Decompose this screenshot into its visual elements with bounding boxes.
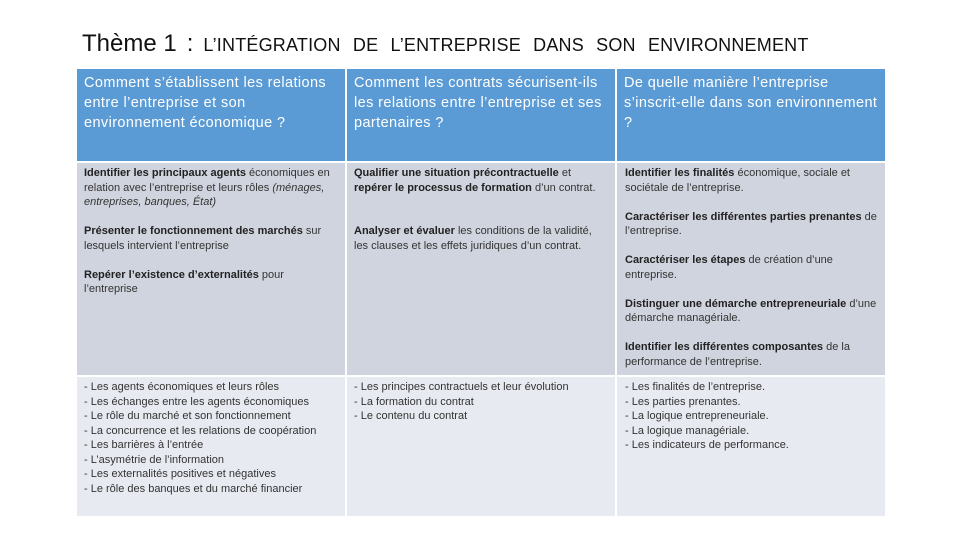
theme-subtitle: L’INTÉGRATION DE L’ENTREPRISE DANS SON ENVIRONNEMENT bbox=[203, 35, 809, 55]
notion-item: - La formation du contrat bbox=[354, 395, 474, 408]
notion-item: - Les échanges entre les agents économiques bbox=[84, 395, 310, 408]
capacity-item: Caractériser les différentes parties prenantes de l’entreprise. bbox=[625, 210, 877, 237]
capacity-item: Repérer l’existence d’externalités pour l’entreprise bbox=[84, 268, 284, 295]
capacity-item: Distinguer une démarche entrepreneuriale d’une démarche managériale. bbox=[625, 297, 877, 324]
capacities-cell-2 bbox=[346, 162, 616, 376]
header-cell-1: Comment s’établissent les relations entre l’entreprise et son environnement économique ? bbox=[76, 68, 346, 162]
capacity-item: Qualifier une situation précontractuelle et repérer le processus de formation d’un contrat. bbox=[354, 167, 596, 194]
capacity-item: Présenter le fonctionnement des marchés sur lesquels intervient l’entreprise bbox=[84, 225, 322, 252]
capacities-cell-3 bbox=[616, 162, 886, 376]
notions-cell-3 bbox=[616, 376, 886, 517]
notion-item: - Le contenu du contrat bbox=[354, 410, 468, 422]
notion-item: - Les barrières à l’entrée bbox=[84, 439, 204, 451]
notion-item: - Les indicateurs de performance. bbox=[625, 439, 789, 451]
notion-item: - Les externalités positives et négatives bbox=[84, 468, 276, 480]
capacity-item: Caractériser les étapes de création d’une entreprise. bbox=[625, 254, 833, 281]
theme-label: Thème 1 bbox=[82, 30, 177, 57]
page-title bbox=[82, 30, 809, 60]
notion-item: - Le rôle des banques et du marché financier bbox=[84, 482, 303, 495]
capacity-item: Identifier les différentes composantes de la performance de l’entreprise. bbox=[625, 341, 850, 368]
capacity-item: Identifier les principaux agents économiques en relation avec l’entreprise et leurs rôles (ménages, entreprises, banques, État) bbox=[84, 167, 330, 208]
capacities-cell-1 bbox=[76, 162, 346, 376]
notions-cell-1 bbox=[76, 376, 346, 517]
header-row bbox=[76, 68, 886, 162]
title-separator: : bbox=[186, 30, 194, 57]
curriculum-table bbox=[75, 67, 887, 518]
notion-item: - L’asymétrie de l’information bbox=[84, 453, 225, 466]
notion-item: - Les parties prenantes. bbox=[625, 395, 741, 408]
notion-item: - La logique entrepreneuriale. bbox=[625, 410, 769, 422]
capacity-item: Analyser et évaluer les conditions de la validité, les clauses et les effets juridiques d’un contrat. bbox=[354, 225, 592, 252]
notion-item: - Les principes contractuels et leur évolution bbox=[354, 381, 569, 393]
capacities-row bbox=[76, 162, 886, 376]
notion-item: - La logique managériale. bbox=[625, 424, 750, 437]
header-cell-3: De quelle manière l’entreprise s’inscrit-elle dans son environnement ? bbox=[616, 68, 886, 162]
notions-row bbox=[76, 376, 886, 517]
header-cell-2: Comment les contrats sécurisent-ils les relations entre l’entreprise et ses partenaires ? bbox=[346, 68, 616, 162]
notions-cell-2 bbox=[346, 376, 616, 517]
notion-item: - La concurrence et les relations de coopération bbox=[84, 424, 317, 437]
notion-item: - Les finalités de l’entreprise. bbox=[625, 381, 766, 393]
notion-item: - Les agents économiques et leurs rôles bbox=[84, 381, 280, 393]
capacity-item: Identifier les finalités économique, sociale et sociétale de l’entreprise. bbox=[625, 167, 850, 194]
notion-item: - Le rôle du marché et son fonctionnement bbox=[84, 410, 291, 422]
